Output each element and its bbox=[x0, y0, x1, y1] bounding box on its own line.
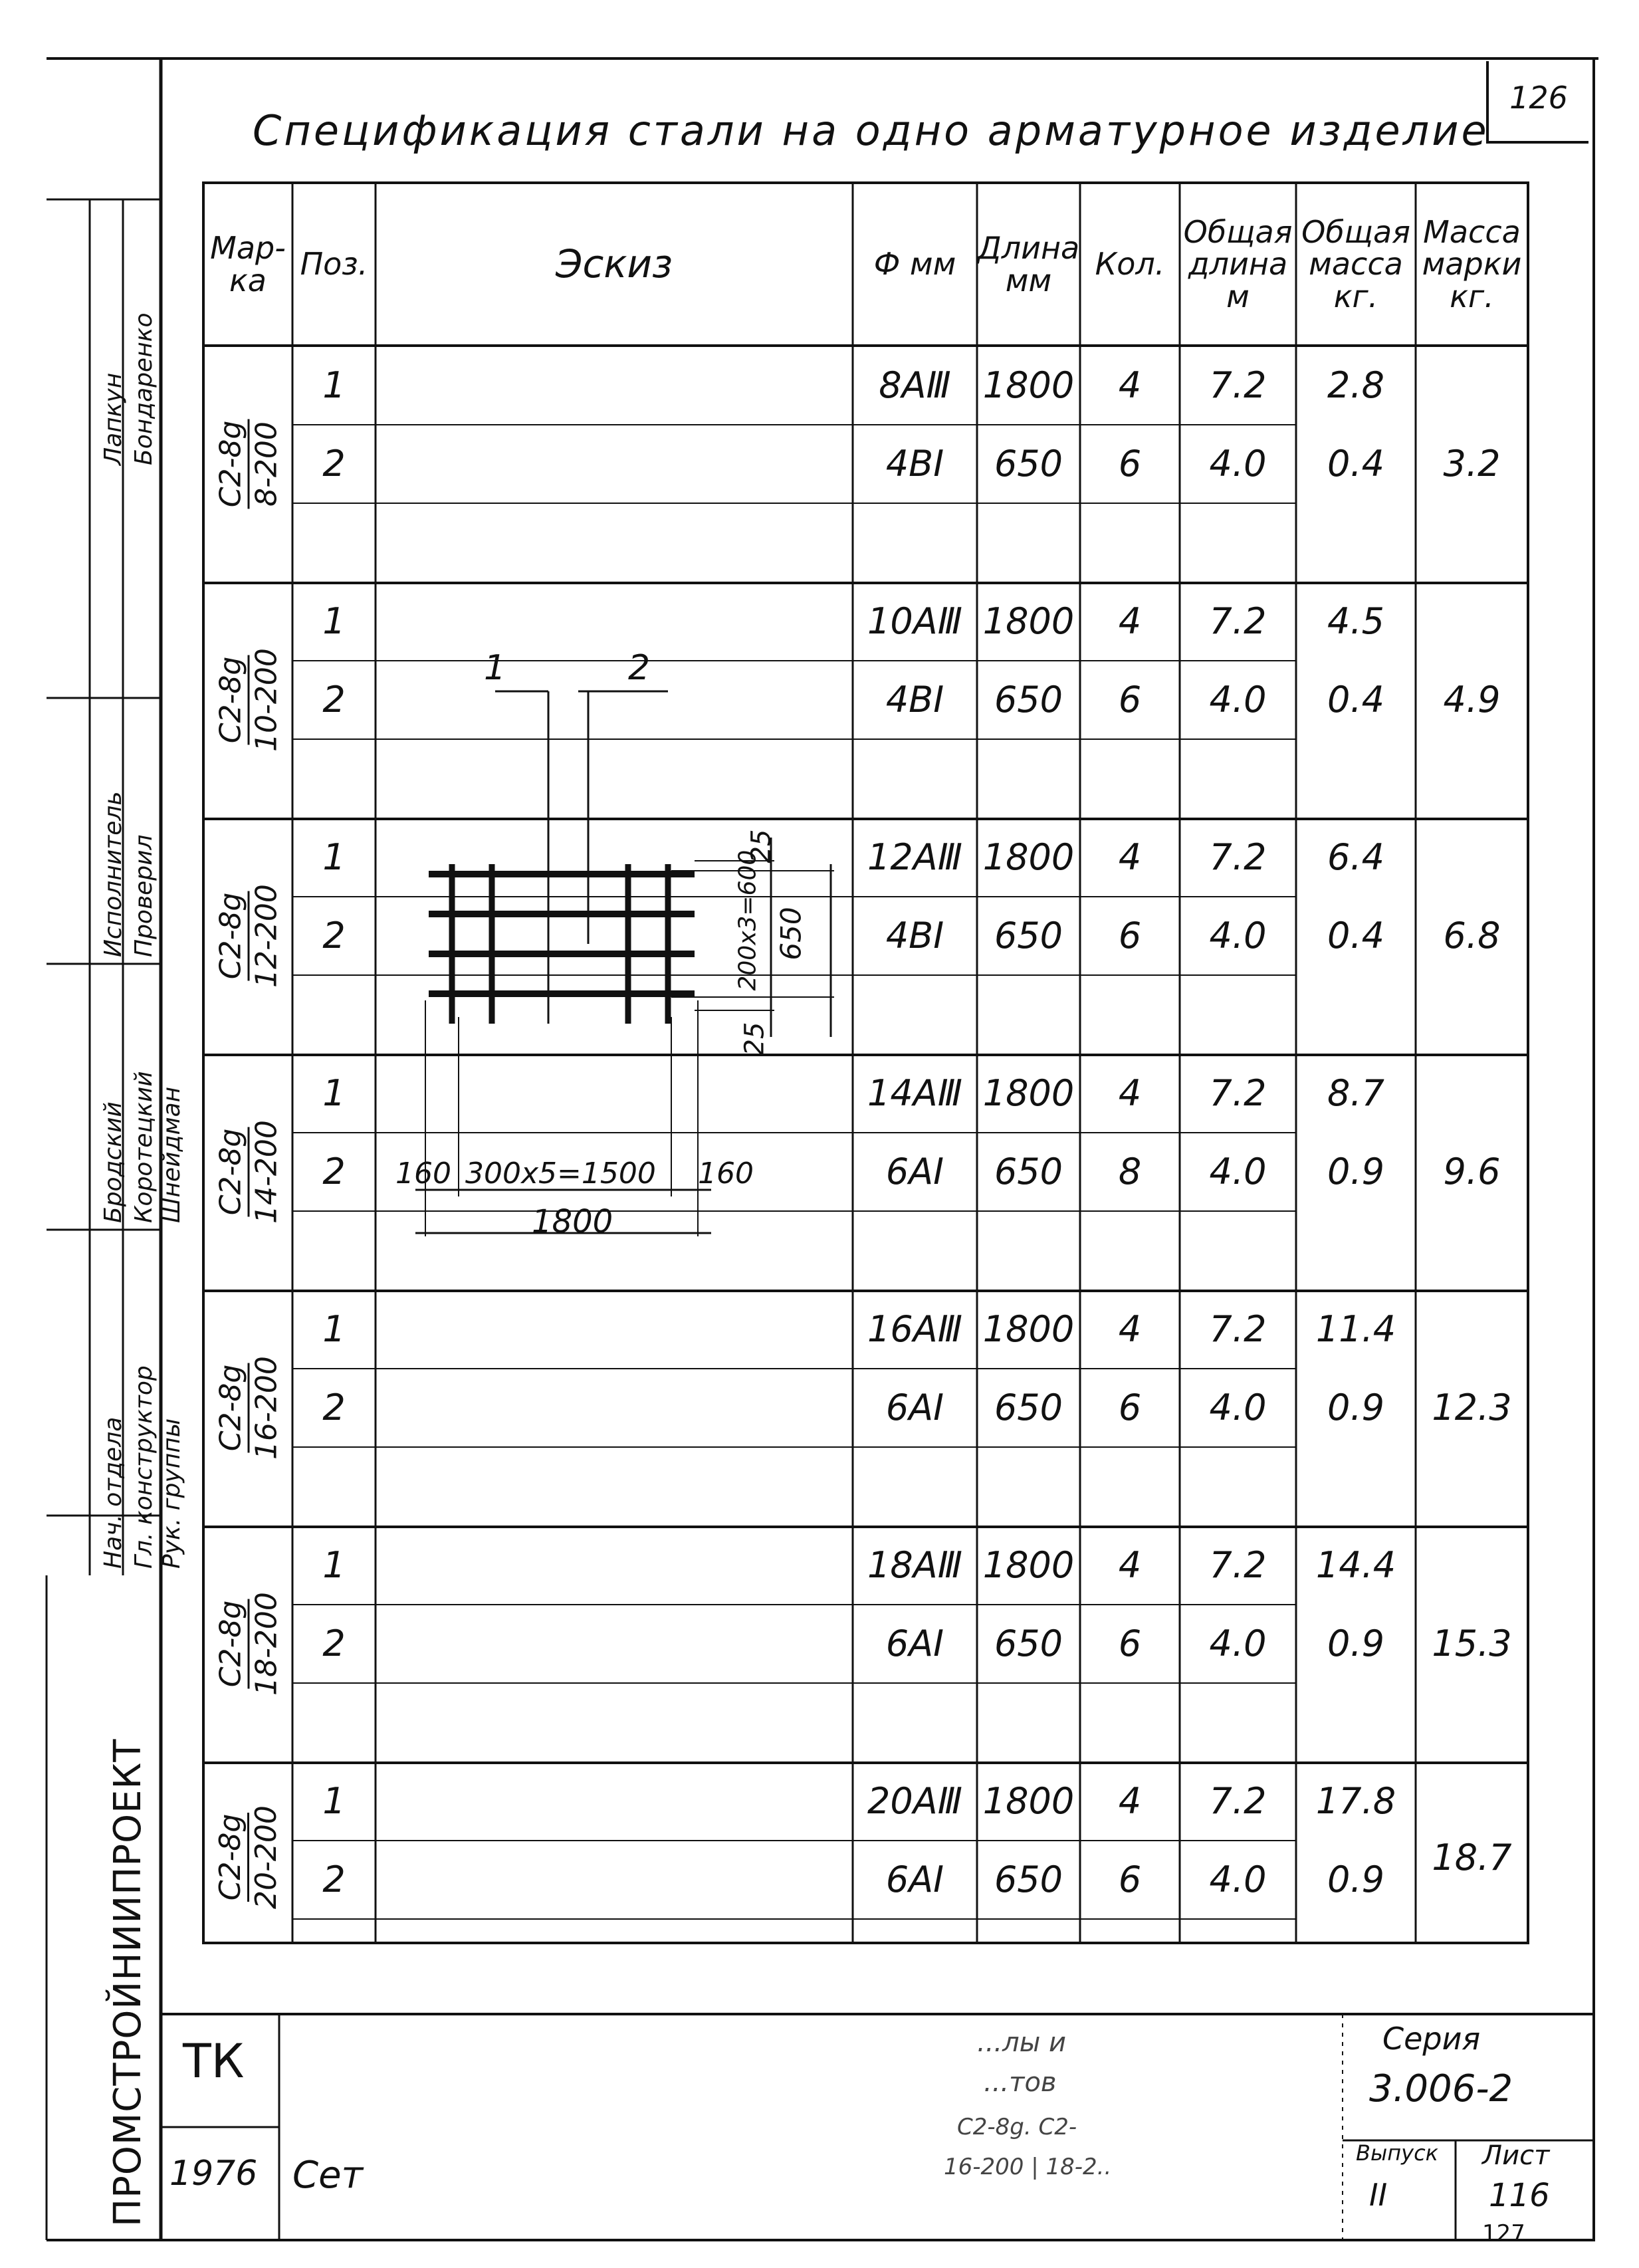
header-total-length: Общая длина м bbox=[1183, 214, 1293, 314]
cell-total-length: 7.2 bbox=[1209, 836, 1267, 878]
cell-count: 6 bbox=[1118, 914, 1142, 957]
cell-length: 1800 bbox=[982, 1543, 1075, 1586]
cell-count: 6 bbox=[1118, 1386, 1142, 1428]
cell-length: 650 bbox=[994, 1386, 1063, 1428]
cell-length: 650 bbox=[994, 678, 1063, 721]
sketch-dim-25-bottom: 25 bbox=[739, 1022, 770, 1056]
mark-bottom: 12-200 bbox=[249, 883, 283, 988]
cell-length: 1800 bbox=[982, 1307, 1075, 1350]
cell-count: 8 bbox=[1118, 1150, 1142, 1192]
cell-pos: 1 bbox=[322, 1779, 346, 1822]
stamp-series-label: Серия bbox=[1382, 2021, 1481, 2057]
cell-length: 650 bbox=[994, 442, 1063, 485]
sketch-dim-25-top: 25 bbox=[746, 829, 777, 863]
cell-total-mass: 4.5 bbox=[1327, 600, 1384, 642]
cell-total-length: 4.0 bbox=[1209, 442, 1267, 485]
cell-length: 1800 bbox=[982, 836, 1075, 878]
sheet-number: 126 bbox=[1486, 61, 1588, 144]
stamp-issue-label: Выпуск bbox=[1356, 2140, 1438, 2166]
role-checked: Проверил bbox=[130, 834, 158, 957]
cell-pos: 1 bbox=[322, 364, 346, 406]
stamp-set: Сет bbox=[292, 2154, 364, 2197]
mark-bottom: 14-200 bbox=[249, 1119, 283, 1224]
role-head-dept: Нач. отдела bbox=[100, 1417, 127, 1569]
sketch-callout-1: 1 bbox=[484, 648, 506, 688]
cell-total-mass: 0.4 bbox=[1327, 914, 1384, 957]
cell-diam: 18АⅢ bbox=[867, 1543, 962, 1586]
cell-total-mass: 0.9 bbox=[1327, 1858, 1384, 1900]
stamp-desc-2: ...тов bbox=[984, 2067, 1057, 2098]
mark-bottom: 10-200 bbox=[249, 647, 283, 752]
role-chief-designer: Гл. конструктор bbox=[130, 1365, 158, 1569]
cell-length: 650 bbox=[994, 1858, 1063, 1900]
mark-cell bbox=[203, 582, 292, 818]
cell-count: 4 bbox=[1118, 1779, 1142, 1822]
mark-cell bbox=[203, 1761, 292, 1953]
cell-count: 4 bbox=[1118, 1543, 1142, 1586]
cell-mark-mass: 9.6 bbox=[1443, 1151, 1501, 1192]
cell-pos: 1 bbox=[322, 1543, 346, 1586]
stamp-desc-3: С2-8g. С2- bbox=[957, 2114, 1077, 2140]
cell-count: 6 bbox=[1118, 1858, 1142, 1900]
cell-total-mass: 0.9 bbox=[1327, 1150, 1384, 1192]
header-count: Кол. bbox=[1095, 246, 1165, 283]
mark-top: С2-8g bbox=[213, 419, 249, 509]
cell-total-mass: 8.7 bbox=[1327, 1072, 1384, 1114]
rebar-sketch bbox=[376, 346, 853, 1343]
cell-diam: 4ВⅠ bbox=[885, 442, 944, 485]
cell-diam: 4ВⅠ bbox=[885, 914, 944, 957]
cell-diam: 16АⅢ bbox=[867, 1307, 962, 1350]
mark-bottom: 20-200 bbox=[249, 1805, 283, 1909]
cell-total-length: 4.0 bbox=[1209, 1622, 1267, 1664]
cell-count: 6 bbox=[1118, 442, 1142, 485]
cell-total-length: 4.0 bbox=[1209, 678, 1267, 721]
cell-count: 4 bbox=[1118, 1307, 1142, 1350]
name-shneidman: Шнейдман bbox=[158, 1086, 185, 1223]
cell-diam: 4ВⅠ bbox=[885, 678, 944, 721]
cell-total-length: 7.2 bbox=[1209, 1779, 1267, 1822]
cell-count: 6 bbox=[1118, 678, 1142, 721]
cell-pos: 2 bbox=[322, 1622, 346, 1664]
mark-bottom: 18-200 bbox=[249, 1591, 283, 1696]
sketch-dim-160-left: 160 bbox=[395, 1157, 451, 1191]
cell-pos: 1 bbox=[322, 1307, 346, 1350]
cell-count: 6 bbox=[1118, 1622, 1142, 1664]
sketch-dim-span: 300х5=1500 bbox=[465, 1157, 656, 1191]
cell-diam: 12АⅢ bbox=[867, 836, 962, 878]
sketch-callout-2: 2 bbox=[628, 648, 651, 688]
header-mark-mass: Масса марки кг. bbox=[1422, 214, 1522, 314]
mark-top: С2-8g bbox=[213, 1127, 249, 1216]
cell-mark-mass: 3.2 bbox=[1443, 443, 1501, 485]
cell-length: 1800 bbox=[982, 1779, 1075, 1822]
cell-count: 4 bbox=[1118, 836, 1142, 878]
cell-total-length: 4.0 bbox=[1209, 914, 1267, 957]
mark-bottom: 8-200 bbox=[249, 421, 283, 507]
cell-pos: 1 bbox=[322, 1072, 346, 1114]
cell-diam: 6АⅠ bbox=[885, 1150, 944, 1192]
mark-top: С2-8g bbox=[213, 1813, 249, 1902]
cell-diam: 6АⅠ bbox=[885, 1858, 944, 1900]
cell-diam: 8АⅢ bbox=[879, 364, 951, 406]
cell-length: 650 bbox=[994, 914, 1063, 957]
name-brodsky: Бродский bbox=[100, 1101, 127, 1223]
sketch-dim-total: 1800 bbox=[532, 1203, 613, 1240]
cell-diam: 6АⅠ bbox=[885, 1386, 944, 1428]
mark-cell bbox=[203, 346, 292, 582]
mark-cell bbox=[203, 818, 292, 1054]
mark-top: С2-8g bbox=[213, 1363, 249, 1452]
cell-mark-mass: 15.3 bbox=[1432, 1623, 1512, 1664]
name-korotetsky: Коротецкий bbox=[130, 1071, 158, 1223]
mark-top: С2-8g bbox=[213, 655, 249, 744]
cell-count: 4 bbox=[1118, 1072, 1142, 1114]
cell-total-length: 7.2 bbox=[1209, 1543, 1267, 1586]
cell-mark-mass: 6.8 bbox=[1443, 915, 1501, 957]
header-mark: Мар-ка bbox=[210, 230, 286, 298]
cell-total-length: 7.2 bbox=[1209, 1072, 1267, 1114]
cell-length: 650 bbox=[994, 1622, 1063, 1664]
mark-cell bbox=[203, 1290, 292, 1526]
cell-pos: 1 bbox=[322, 600, 346, 642]
cell-pos: 2 bbox=[322, 678, 346, 721]
cell-count: 4 bbox=[1118, 600, 1142, 642]
cell-total-length: 7.2 bbox=[1209, 364, 1267, 406]
header-diameter: Ф мм bbox=[873, 246, 956, 283]
sketch-dim-650: 650 bbox=[774, 907, 808, 961]
cell-pos: 2 bbox=[322, 1150, 346, 1192]
cell-diam: 20АⅢ bbox=[867, 1779, 962, 1822]
cell-total-mass: 17.8 bbox=[1315, 1779, 1396, 1822]
cell-total-length: 7.2 bbox=[1209, 600, 1267, 642]
row-divider bbox=[292, 1682, 1296, 1684]
cell-total-length: 4.0 bbox=[1209, 1386, 1267, 1428]
stamp-desc-4: 16-200 | 18-2.. bbox=[944, 2154, 1112, 2180]
org-name: ПРОМСТРОЙНИИПРОЕКТ bbox=[106, 1738, 150, 2227]
cell-total-mass: 0.9 bbox=[1327, 1386, 1384, 1428]
cell-mark-mass: 4.9 bbox=[1443, 679, 1501, 721]
header-pos: Поз. bbox=[300, 246, 368, 283]
stamp-issue-value: II bbox=[1369, 2177, 1388, 2213]
sketch-dim-160-right: 160 bbox=[698, 1157, 754, 1191]
cell-total-mass: 0.4 bbox=[1327, 678, 1384, 721]
page-number: 127 bbox=[1482, 2220, 1525, 2247]
cell-pos: 1 bbox=[322, 836, 346, 878]
cell-total-length: 4.0 bbox=[1209, 1858, 1267, 1900]
stamp-year: 1976 bbox=[169, 2154, 258, 2194]
cell-length: 1800 bbox=[982, 1072, 1075, 1114]
cell-total-mass: 2.8 bbox=[1327, 364, 1384, 406]
stamp-series-value: 3.006-2 bbox=[1369, 2067, 1513, 2110]
mark-top: С2-8g bbox=[213, 1599, 249, 1688]
cell-diam: 6АⅠ bbox=[885, 1622, 944, 1664]
name-lapkun: Лапкун bbox=[100, 372, 127, 465]
sketch-dim-inner: 200х3=600 bbox=[734, 850, 762, 991]
stamp-sheet-label: Лист bbox=[1482, 2140, 1550, 2171]
header-sketch: Эскиз bbox=[556, 241, 673, 287]
stamp-desc-1: ...лы и bbox=[977, 2027, 1067, 2058]
cell-total-mass: 11.4 bbox=[1315, 1307, 1396, 1350]
cell-pos: 2 bbox=[322, 914, 346, 957]
cell-total-mass: 0.9 bbox=[1327, 1622, 1384, 1664]
cell-total-length: 4.0 bbox=[1209, 1150, 1267, 1192]
cell-diam: 14АⅢ bbox=[867, 1072, 962, 1114]
cell-pos: 2 bbox=[322, 1386, 346, 1428]
mark-bottom: 16-200 bbox=[249, 1355, 283, 1460]
page-title: Спецификация стали на одно арматурное изделие bbox=[253, 106, 1489, 155]
mark-cell bbox=[203, 1526, 292, 1761]
mark-top: С2-8g bbox=[213, 891, 249, 980]
row-divider bbox=[292, 1446, 1296, 1448]
cell-length: 650 bbox=[994, 1150, 1063, 1192]
mark-cell bbox=[203, 1054, 292, 1290]
name-bondarenko: Бондаренко bbox=[130, 312, 158, 465]
cell-mark-mass: 12.3 bbox=[1432, 1387, 1512, 1428]
row-divider bbox=[292, 1918, 1296, 1920]
cell-diam: 10АⅢ bbox=[867, 600, 962, 642]
cell-length: 1800 bbox=[982, 600, 1075, 642]
cell-total-mass: 6.4 bbox=[1327, 836, 1384, 878]
stamp-sheet-value: 116 bbox=[1489, 2177, 1550, 2214]
cell-count: 4 bbox=[1118, 364, 1142, 406]
cell-length: 1800 bbox=[982, 364, 1075, 406]
cell-mark-mass: 18.7 bbox=[1432, 1836, 1512, 1878]
header-total-mass: Общая масса кг. bbox=[1301, 214, 1410, 314]
cell-total-mass: 0.4 bbox=[1327, 442, 1384, 485]
role-group-lead: Рук. группы bbox=[158, 1418, 185, 1569]
role-executor: Исполнитель bbox=[100, 791, 127, 957]
stamp-tk: ТК bbox=[183, 2034, 245, 2089]
cell-total-length: 7.2 bbox=[1209, 1307, 1267, 1350]
header-length: Длина мм bbox=[977, 230, 1080, 298]
cell-pos: 2 bbox=[322, 1858, 346, 1900]
cell-total-mass: 14.4 bbox=[1315, 1543, 1396, 1586]
cell-pos: 2 bbox=[322, 442, 346, 485]
